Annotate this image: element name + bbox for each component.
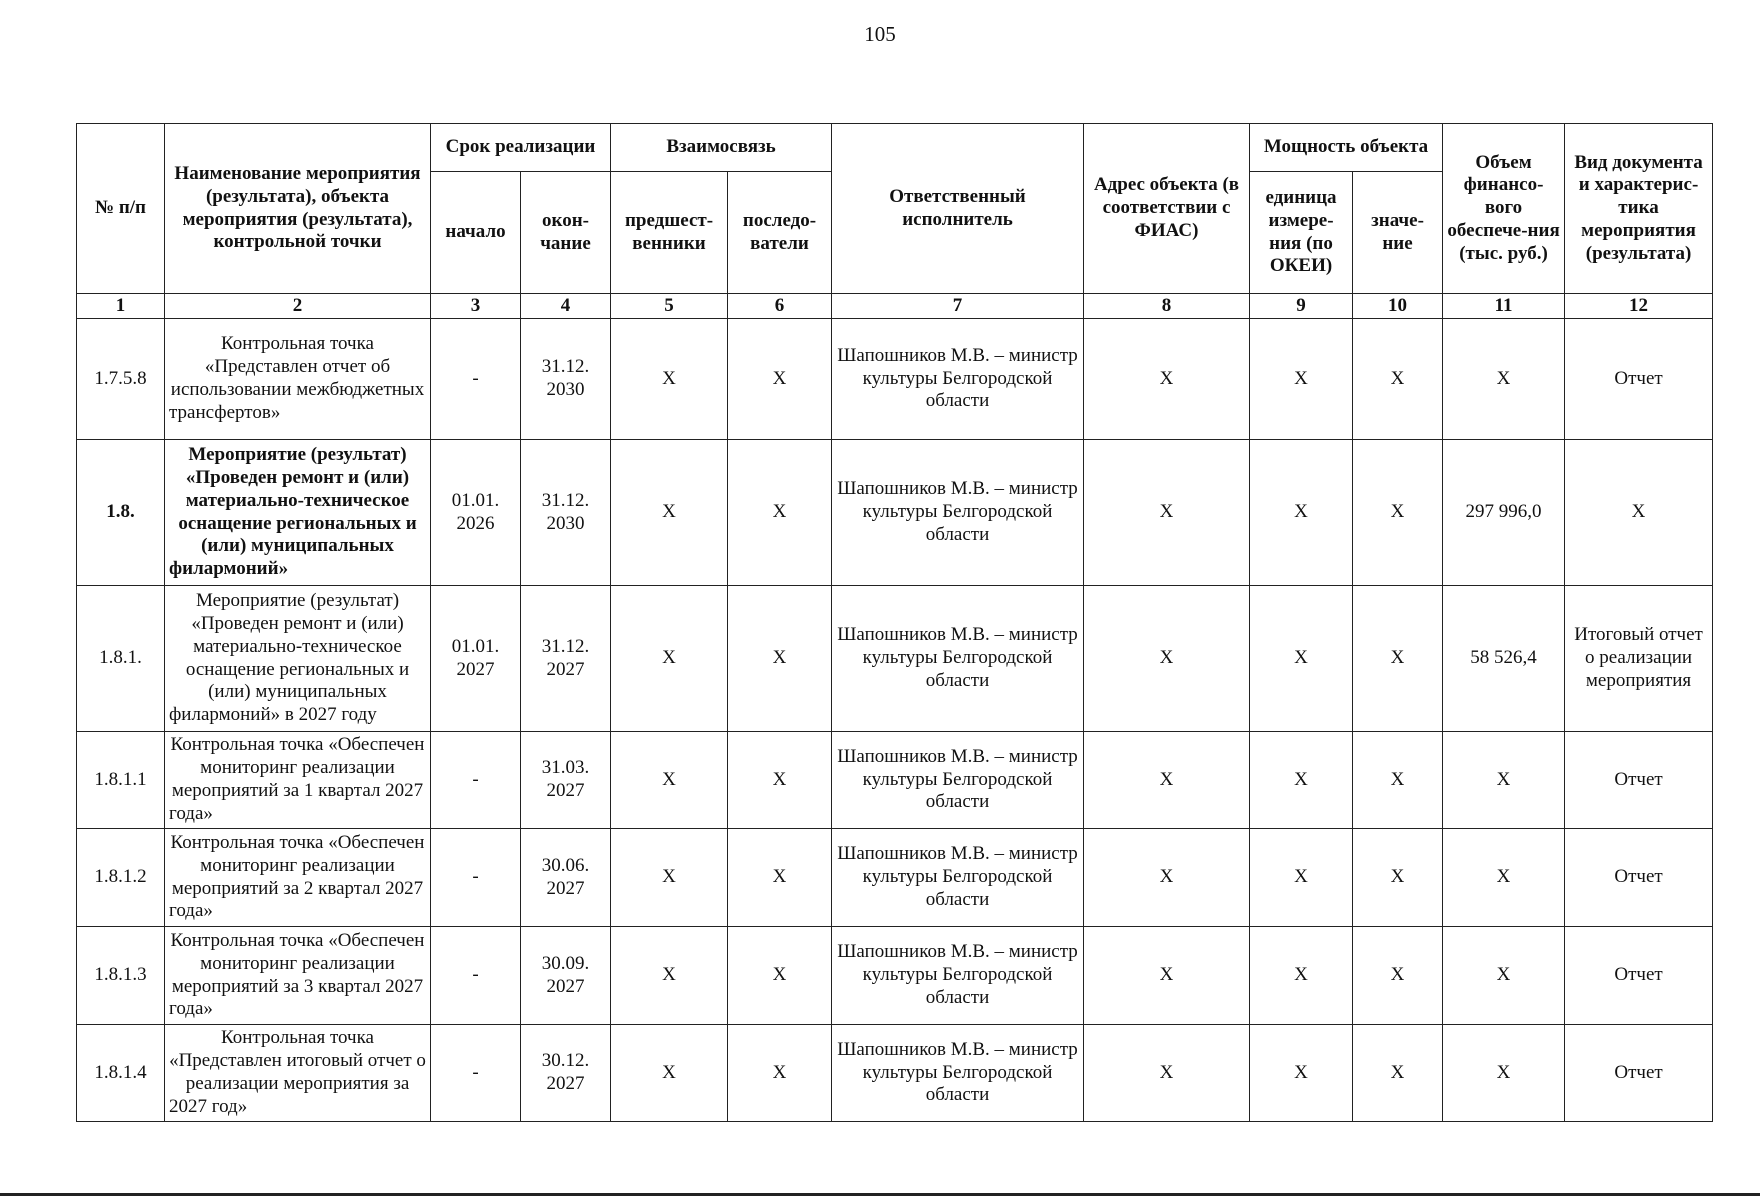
row-address: Х bbox=[1084, 586, 1250, 732]
row-end: 31.12. 2030 bbox=[521, 440, 611, 586]
row-finance: Х bbox=[1443, 829, 1565, 927]
row-end: 31.03. 2027 bbox=[521, 732, 611, 829]
row-finance: Х bbox=[1443, 927, 1565, 1025]
row-document: Отчет bbox=[1565, 829, 1713, 927]
row-finance: 58 526,4 bbox=[1443, 586, 1565, 732]
header-name: Наименование мероприятия (результата), объекта мероприятия (результата), контрольной точки bbox=[165, 124, 431, 294]
row-document: Итоговый отчет о реализации мероприятия bbox=[1565, 586, 1713, 732]
row-name: Контрольная точка «Обеспечен мониторинг реализации мероприятий за 1 квартал 2027 года» bbox=[165, 732, 431, 829]
row-successors: Х bbox=[728, 732, 832, 829]
row-value: Х bbox=[1353, 1025, 1443, 1122]
row-responsible: Шапошников М.В. – министр культуры Белгородской области bbox=[832, 319, 1084, 440]
activity-plan-table bbox=[76, 123, 1713, 1122]
row-address: Х bbox=[1084, 927, 1250, 1025]
column-number: 8 bbox=[1084, 294, 1250, 319]
table-row bbox=[77, 927, 1713, 1025]
row-value: Х bbox=[1353, 732, 1443, 829]
row-predecessors: Х bbox=[611, 927, 728, 1025]
header-period: Срок реализации bbox=[431, 124, 611, 172]
header-end: окон-чание bbox=[521, 172, 611, 294]
row-number: 1.8.1. bbox=[77, 586, 165, 732]
row-document: Отчет bbox=[1565, 927, 1713, 1025]
column-number-row bbox=[77, 294, 1713, 319]
row-address: Х bbox=[1084, 1025, 1250, 1122]
row-value: Х bbox=[1353, 440, 1443, 586]
row-unit: Х bbox=[1250, 319, 1353, 440]
row-number: 1.8. bbox=[77, 440, 165, 586]
row-address: Х bbox=[1084, 319, 1250, 440]
table-header bbox=[77, 124, 1713, 294]
column-number: 11 bbox=[1443, 294, 1565, 319]
row-name: Мероприятие (результат) «Проведен ремонт и (или) материально-техническое оснащение региональных и (или) муниципальных филармоний» bbox=[165, 440, 431, 586]
row-document: Х bbox=[1565, 440, 1713, 586]
row-number: 1.8.1.3 bbox=[77, 927, 165, 1025]
header-document: Вид документа и характерис-тика мероприятия (результата) bbox=[1565, 124, 1713, 294]
table-row bbox=[77, 732, 1713, 829]
row-start: - bbox=[431, 732, 521, 829]
row-successors: Х bbox=[728, 319, 832, 440]
row-end: 30.06. 2027 bbox=[521, 829, 611, 927]
column-number: 4 bbox=[521, 294, 611, 319]
row-successors: Х bbox=[728, 440, 832, 586]
header-predecessors: предшест-венники bbox=[611, 172, 728, 294]
table-row bbox=[77, 319, 1713, 440]
row-successors: Х bbox=[728, 927, 832, 1025]
row-unit: Х bbox=[1250, 927, 1353, 1025]
row-address: Х bbox=[1084, 829, 1250, 927]
header-finance: Объем финансо-вого обеспече-ния (тыс. руб.) bbox=[1443, 124, 1565, 294]
table-row bbox=[77, 829, 1713, 927]
row-finance: 297 996,0 bbox=[1443, 440, 1565, 586]
header-capacity: Мощность объекта bbox=[1250, 124, 1443, 172]
header-value: значе-ние bbox=[1353, 172, 1443, 294]
row-start: - bbox=[431, 319, 521, 440]
row-address: Х bbox=[1084, 732, 1250, 829]
row-name: Контрольная точка «Обеспечен мониторинг реализации мероприятий за 3 квартал 2027 года» bbox=[165, 927, 431, 1025]
row-unit: Х bbox=[1250, 1025, 1353, 1122]
row-document: Отчет bbox=[1565, 732, 1713, 829]
page-number: 105 bbox=[864, 22, 896, 46]
row-predecessors: Х bbox=[611, 440, 728, 586]
row-name: Мероприятие (результат) «Проведен ремонт и (или) материально-техническое оснащение региональных и (или) муниципальных филармоний» в 2027 году bbox=[165, 586, 431, 732]
row-unit: Х bbox=[1250, 732, 1353, 829]
row-finance: Х bbox=[1443, 732, 1565, 829]
table-row bbox=[77, 440, 1713, 586]
header-start: начало bbox=[431, 172, 521, 294]
header-address: Адрес объекта (в соответствии с ФИАС) bbox=[1084, 124, 1250, 294]
row-number: 1.8.1.4 bbox=[77, 1025, 165, 1122]
row-predecessors: Х bbox=[611, 319, 728, 440]
row-number: 1.8.1.1 bbox=[77, 732, 165, 829]
row-end: 31.12. 2030 bbox=[521, 319, 611, 440]
row-responsible: Шапошников М.В. – министр культуры Белгородской области bbox=[832, 829, 1084, 927]
row-predecessors: Х bbox=[611, 732, 728, 829]
row-value: Х bbox=[1353, 319, 1443, 440]
row-predecessors: Х bbox=[611, 1025, 728, 1122]
column-number: 3 bbox=[431, 294, 521, 319]
column-number: 7 bbox=[832, 294, 1084, 319]
table-row bbox=[77, 1025, 1713, 1122]
row-responsible: Шапошников М.В. – министр культуры Белгородской области bbox=[832, 440, 1084, 586]
column-number: 6 bbox=[728, 294, 832, 319]
row-start: - bbox=[431, 927, 521, 1025]
row-name: Контрольная точка «Представлен отчет об использовании межбюджетных трансфертов» bbox=[165, 319, 431, 440]
row-unit: Х bbox=[1250, 586, 1353, 732]
row-responsible: Шапошников М.В. – министр культуры Белгородской области bbox=[832, 927, 1084, 1025]
column-number: 2 bbox=[165, 294, 431, 319]
row-document: Отчет bbox=[1565, 1025, 1713, 1122]
header-number: № п/п bbox=[77, 124, 165, 294]
column-number: 9 bbox=[1250, 294, 1353, 319]
row-name: Контрольная точка «Обеспечен мониторинг реализации мероприятий за 2 квартал 2027 года» bbox=[165, 829, 431, 927]
row-start: 01.01. 2027 bbox=[431, 586, 521, 732]
row-responsible: Шапошников М.В. – министр культуры Белгородской области bbox=[832, 1025, 1084, 1122]
row-finance: Х bbox=[1443, 319, 1565, 440]
row-responsible: Шапошников М.В. – министр культуры Белгородской области bbox=[832, 586, 1084, 732]
header-successors: последо-ватели bbox=[728, 172, 832, 294]
row-end: 30.09. 2027 bbox=[521, 927, 611, 1025]
row-name: Контрольная точка «Представлен итоговый отчет о реализации мероприятия за 2027 год» bbox=[165, 1025, 431, 1122]
header-relation: Взаимосвязь bbox=[611, 124, 832, 172]
row-value: Х bbox=[1353, 927, 1443, 1025]
row-successors: Х bbox=[728, 829, 832, 927]
row-start: - bbox=[431, 1025, 521, 1122]
footer-rule bbox=[0, 1193, 1760, 1196]
row-end: 30.12. 2027 bbox=[521, 1025, 611, 1122]
row-number: 1.7.5.8 bbox=[77, 319, 165, 440]
header-responsible: Ответственный исполнитель bbox=[832, 124, 1084, 294]
row-predecessors: Х bbox=[611, 829, 728, 927]
header-unit: единица измере-ния (по ОКЕИ) bbox=[1250, 172, 1353, 294]
row-number: 1.8.1.2 bbox=[77, 829, 165, 927]
column-number: 10 bbox=[1353, 294, 1443, 319]
row-unit: Х bbox=[1250, 829, 1353, 927]
row-value: Х bbox=[1353, 829, 1443, 927]
row-document: Отчет bbox=[1565, 319, 1713, 440]
column-number: 12 bbox=[1565, 294, 1713, 319]
row-finance: Х bbox=[1443, 1025, 1565, 1122]
row-address: Х bbox=[1084, 440, 1250, 586]
row-successors: Х bbox=[728, 1025, 832, 1122]
column-number: 5 bbox=[611, 294, 728, 319]
row-predecessors: Х bbox=[611, 586, 728, 732]
row-unit: Х bbox=[1250, 440, 1353, 586]
row-value: Х bbox=[1353, 586, 1443, 732]
row-start: 01.01. 2026 bbox=[431, 440, 521, 586]
row-end: 31.12. 2027 bbox=[521, 586, 611, 732]
row-start: - bbox=[431, 829, 521, 927]
column-number: 1 bbox=[77, 294, 165, 319]
row-successors: Х bbox=[728, 586, 832, 732]
row-responsible: Шапошников М.В. – министр культуры Белгородской области bbox=[832, 732, 1084, 829]
table-row bbox=[77, 586, 1713, 732]
